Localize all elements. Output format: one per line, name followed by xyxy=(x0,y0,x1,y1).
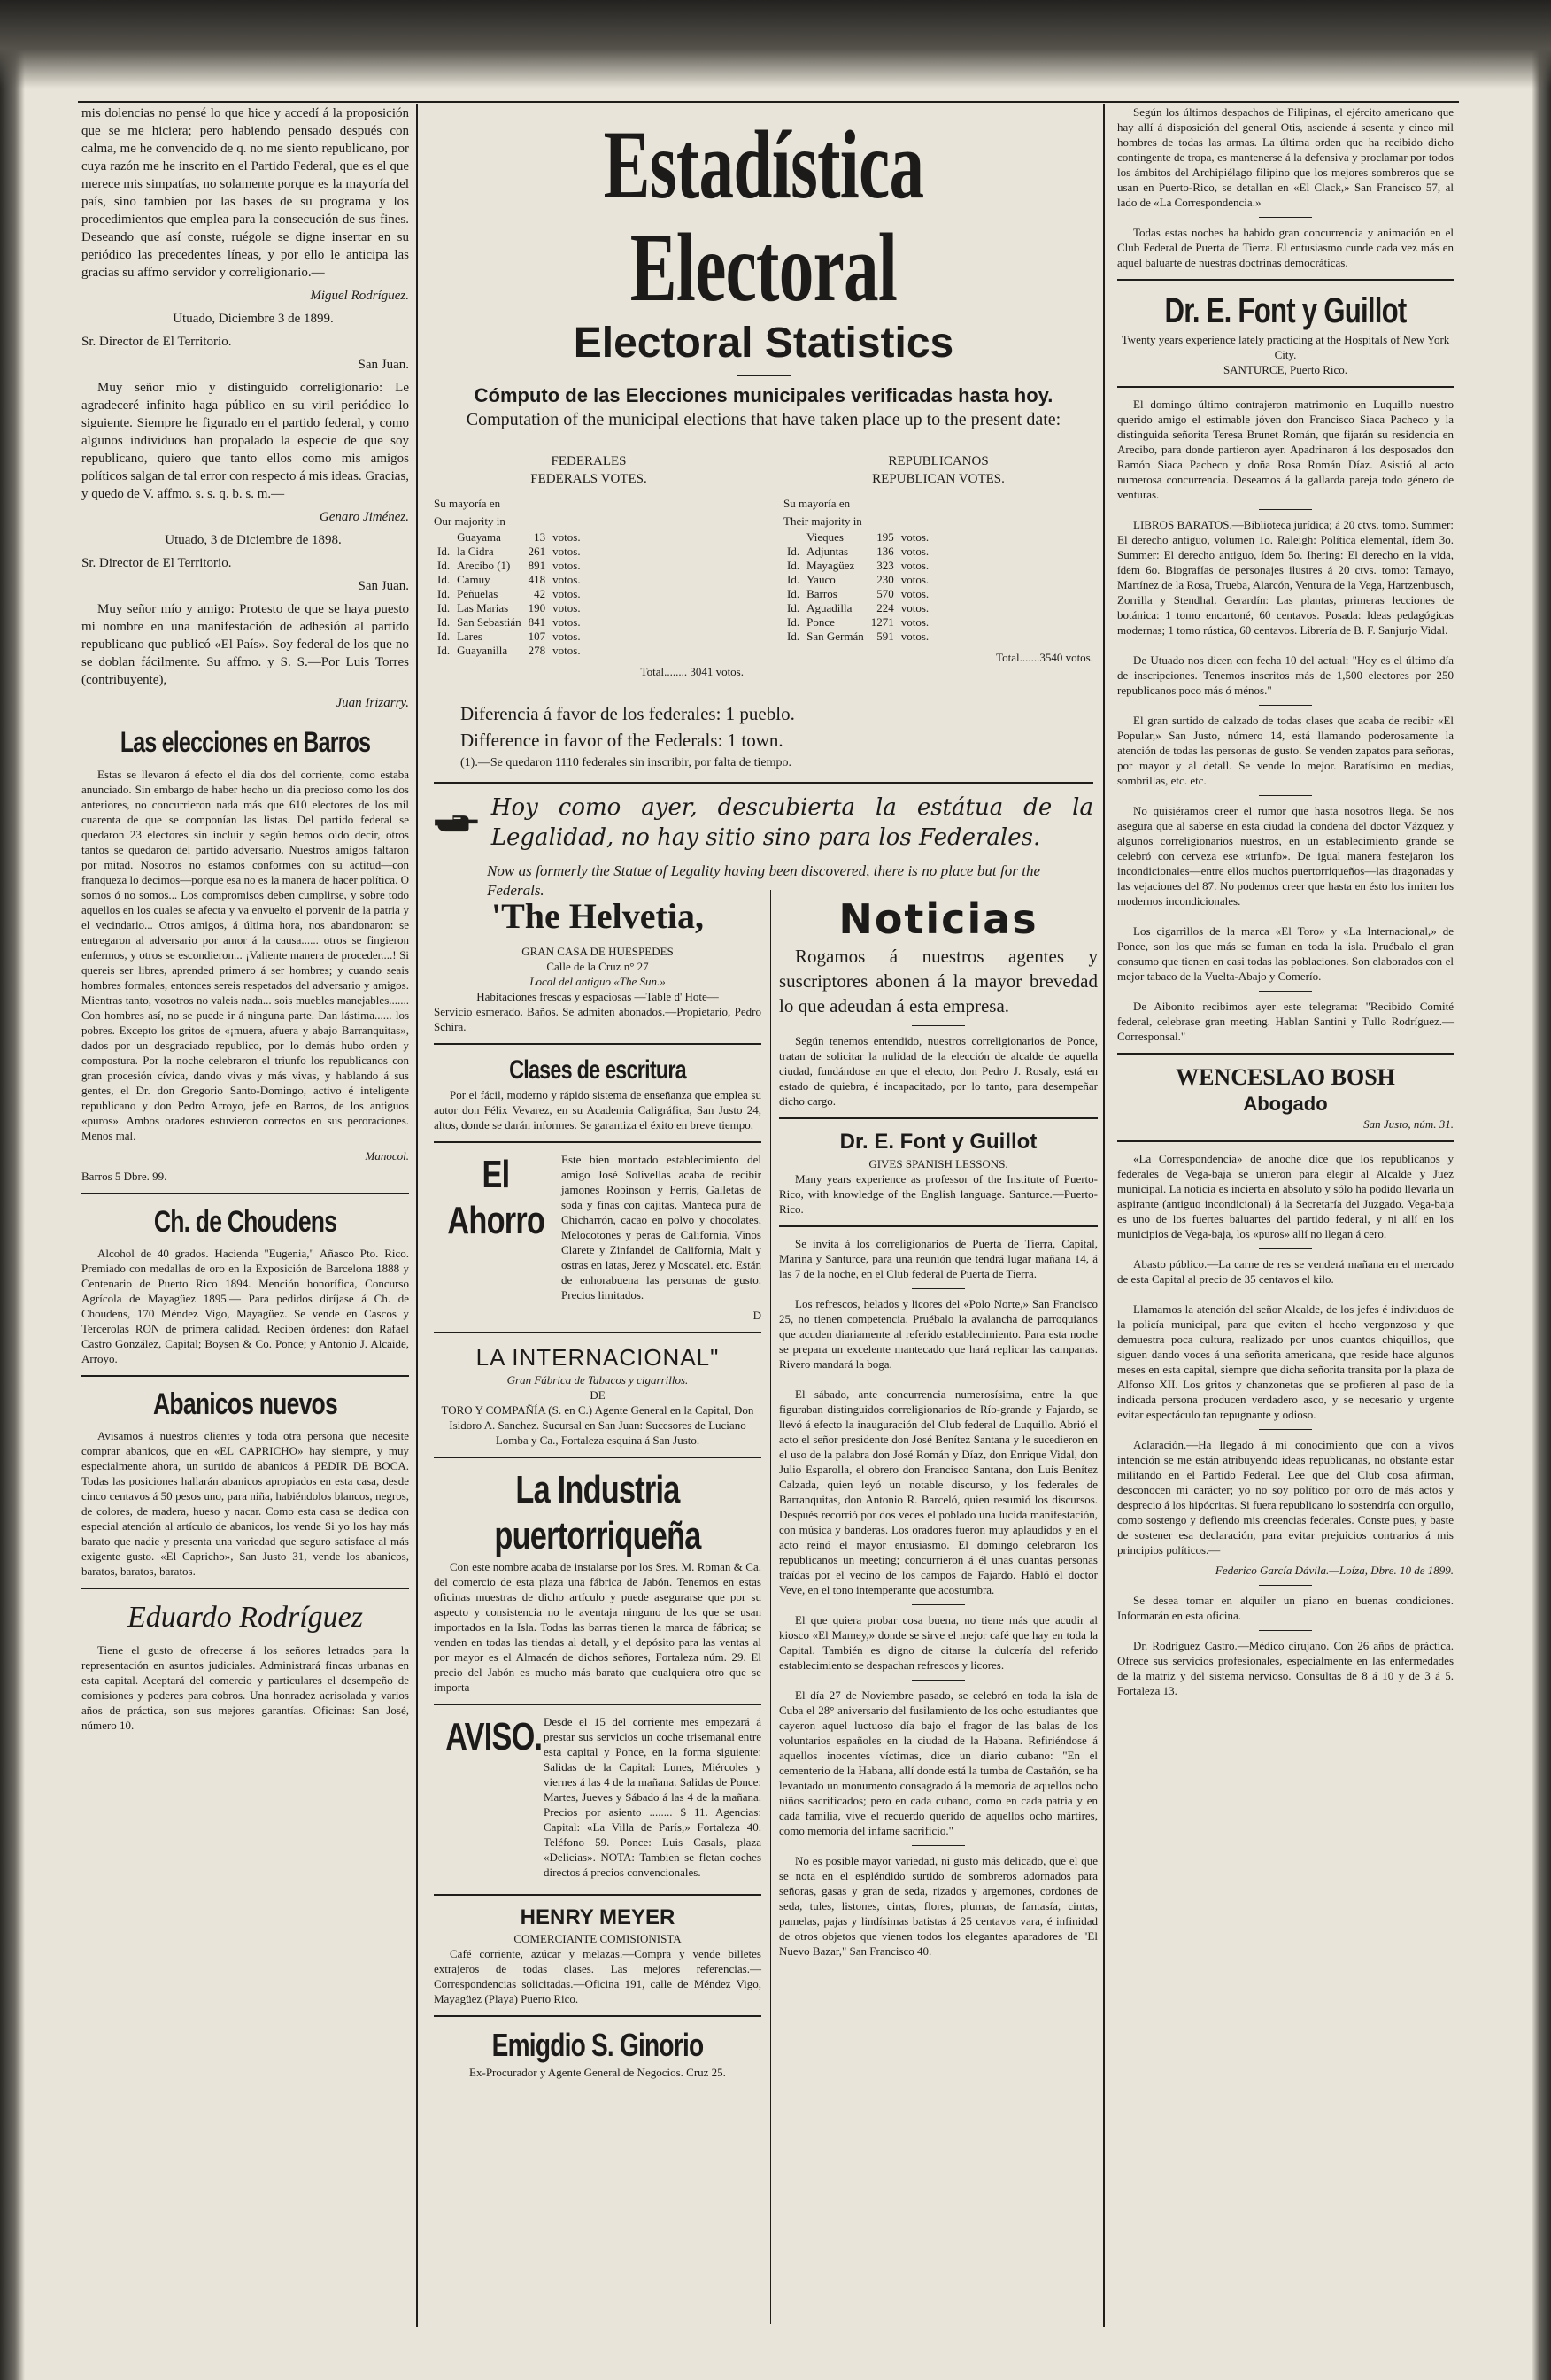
news-item: No es posible mayor variedad, ni gusto más delicado, que el que se nota en el espléndido surtido de sombreros adornados para señoras, gasas y gran de seda, rizados y argemones, cordones de seda, tules, listones, cintas, flores, plumas, de fantasía, cintas, pamelas, pajas y lindísimas batistas á 25 centavos vara, é infinidad de otros objetos que vienen todos los elegantes aparadores de "El Nuevo Bazar," San Francisco 40. xyxy=(779,1854,1098,1958)
column-center-right xyxy=(779,894,1098,1964)
letter-city: San Juan. xyxy=(358,579,409,593)
letter-recipient: Sr. Director de El Territorio. xyxy=(81,556,232,570)
row-lead: Id. xyxy=(787,615,800,629)
divider xyxy=(434,782,1093,784)
town-name: Adjuntas xyxy=(806,545,849,558)
divider xyxy=(434,1704,761,1705)
letter-signature: Miguel Rodríguez. xyxy=(310,289,409,303)
vote-count: 570 xyxy=(876,587,894,600)
divider xyxy=(1259,1585,1312,1586)
divider xyxy=(912,1288,965,1289)
vote-unit: votos. xyxy=(552,545,581,558)
table-head-en: REPUBLICAN VOTES. xyxy=(872,472,1005,486)
ad-title: Dr. E. Font y Guillot xyxy=(1164,291,1407,330)
ad-line: SANTURCE, Puerto Rico. xyxy=(1223,363,1348,376)
vote-row xyxy=(434,601,584,615)
table-head-en: FEDERALS VOTES. xyxy=(530,472,647,486)
divider xyxy=(81,1375,409,1377)
vote-count: 42 xyxy=(534,587,546,600)
column-right xyxy=(1117,104,1454,1704)
vote-count: 1271 xyxy=(870,615,894,629)
table-total: Total........ 3041 votos. xyxy=(640,665,744,678)
computation-heading: Cómputo de las Elecciones municipales verificadas hasta hoy. xyxy=(474,384,1053,406)
town-name: Lares xyxy=(457,630,482,643)
majority-label: Su mayoría en xyxy=(434,497,501,510)
republican-votes xyxy=(783,530,932,644)
article-body: Estas se llevaron á efecto el dia dos del corriente, como estaba anunciado. Sin embargo de haber hecho un dia precioso como los dos anteriores, no concurrieron nada más que 610 electores de los mil cuarenta de que se componían las listas. Del partido federal se quedaron 23 electores sin incluir y según hemos oido decir, otros tantos se quedaron del partido adversario. Nuestros amigos faltaron por mitad. Nosotros no estamos conformes con su actitud—con franqueza lo decimos—porque esa no es la manera de hacer política. O somos ó no somos... Los compromisos deben cumplirse, y sobre todo aquellos en los cuales se afecta y va envuelto el porvenir de la patria y el vecindario... Otros amigos, á última hora, nos abandonaron: se entregaron al adversario por amor á la causa...... otros se fingieron enfermos, y otros se escondieron... ¡Valiente manera de proceder....! Si quereis ser libres, aprended primero á ser hombres; y cuando seais hombres formales, entonces sereis respetados del adversario y amigos. Mientras tanto, vosotros no valeis nada... sois muebles manejables....... Con hombres así, no se puede ir á ninguna parte. Dan lástima...... los pobres. Excepto los gritos de «¡muera, afuera y abajo Barranquitas», dados por un desgraciado republico, por lo demás hubo orden y compostura. Por la noche celebraron el triunfo los republicanos con gran procesión cívica, dando vivas y más vivas, y hablando á sus gentes, el Dr. don Gregorio Santo-Domingo, activo é inteligente republicano y don Pedro Arroyo, jefe en Barros, de los antiguos «puros». Ambos oradores estuvieron correctos en sus peroraciones. Menos mal. xyxy=(81,768,409,1142)
row-lead xyxy=(783,530,803,545)
vote-row xyxy=(783,615,932,630)
ad-body: Alcohol de 40 grados. Hacienda "Eugenia," Añasco Pto. Rico. Premiado con medallas de oro en la Exposición de Barcelona 1888 y Centenario de Puerto Rico 1894. Mención honorífica, Concurso Agrícola de Mayagüez 1895.— Para pedidos diríjase á Ch. de Choudens, 170 Méndez Vigo, Mayagüez. Se vende en Cascos y Tercerolas RON de primera calidad. Reciben órdenes: don Rafael Castro González, Capital; Boysen & Co. Ponce; y Antonio J. Alcaide, Arroyo. xyxy=(81,1247,409,1365)
vote-unit: votos. xyxy=(552,630,581,643)
vote-unit: votos. xyxy=(552,644,581,657)
letter-date: Utuado, Diciembre 3 de 1899. xyxy=(173,312,334,326)
ad-title: Ch. de Choudens xyxy=(153,1205,337,1239)
row-lead: Id. xyxy=(437,587,451,600)
vote-unit: votos. xyxy=(900,615,930,629)
vote-row xyxy=(783,601,932,615)
ad-body: Por el fácil, moderno y rápido sistema de enseñanza que emplea su autor don Félix Vevarez, en su Academia Caligráfica, San Justo 24, altos, donde se darán informes. Se garantiza el éxito en breve tiempo. xyxy=(434,1088,761,1132)
letter-date: Utuado, 3 de Diciembre de 1898. xyxy=(165,533,342,547)
news-item: El día 27 de Noviembre pasado, se celebró en toda la isla de Cuba el 28° aniversario del fusilamiento de los ocho estudiantes que cayeron aquel luctuoso día bajo el fragor de las balas de los voluntarios españoles en la ciudad de la Habana. Refiriéndose á aquellos inocentes víctimas, dice un diario cubano: "En el cementerio de la Habana, allí donde está la tumba de Castañón, se ha levantado un monumento consagrado á la memoria de aquellos ocho niños sacrificados; pero en cada cubano, como en cada patria y en cada familia, vive el recuerdo querido de aquellos ocho mártires, como memoria del infame sacrificio." xyxy=(779,1688,1098,1837)
divider xyxy=(737,375,791,376)
vote-unit: votos. xyxy=(552,530,581,544)
divider xyxy=(912,1025,965,1026)
vote-count: 107 xyxy=(528,630,546,643)
vote-count: 190 xyxy=(528,601,546,614)
divider xyxy=(81,1193,409,1194)
town-name: Ponce xyxy=(806,615,835,629)
vote-count: 13 xyxy=(534,530,546,544)
vote-unit: votos. xyxy=(900,530,930,544)
row-lead: Id. xyxy=(787,587,800,600)
news-item: Según tenemos entendido, nuestros correligionarios de Ponce, tratan de solicitar la nulidad de la elección de alcalde de aquella ciudad, fundándose en que el electo, don Pedro J. Rosaly, está en estado de quiebra, é incapacitado, por lo tanto, para desempeñar dicho cargo. xyxy=(779,1034,1098,1108)
letter-signature: Juan Irizarry. xyxy=(336,696,409,710)
vote-count: 591 xyxy=(876,630,894,643)
town-name: Peñuelas xyxy=(457,587,498,600)
divider xyxy=(434,1332,761,1333)
vote-unit: votos. xyxy=(552,601,581,614)
news-item: De Utuado nos dicen con fecha 10 del actual: "Hoy es el último día de inscripciones. Tenemos inscritos más de 1,500 electores por 250 republicanos poco más ó ménos." xyxy=(1117,653,1454,697)
pointing-hand-icon xyxy=(434,803,479,842)
row-lead: Id. xyxy=(437,545,451,558)
vote-count: 278 xyxy=(528,644,546,657)
row-lead: Id. xyxy=(437,630,451,643)
vote-row xyxy=(783,545,932,559)
letter-recipient: Sr. Director de El Territorio. xyxy=(81,335,232,349)
divider xyxy=(1259,991,1312,992)
news-item: El gran surtido de calzado de todas clases que acaba de recibir «El Popular,» San Justo, número 14, está llamando poderosamente la atención de todas las personas de gusto. Se venden zapatos para señoras, por mayor y al detall. Se vende lo mejor. Baratísimo en medias, sombrillas, etc. etc. xyxy=(1117,714,1454,787)
vote-unit: votos. xyxy=(552,573,581,586)
ad-body: Avisamos á nuestros clientes y toda otra persona que necesite comprar abanicos, que en «EL CAPRICHO» hay siempre, y muy especialmente ahora, un surtido de abanicos á PEDIR DE BOCA. Todas las posiciones hallarán abanicos apropiados en esta casa, desde cinco centavos á 50 pesos uno, para niña, habiéndolos blancos, negros, de colores, de madera, hueso y nacar. Como esta casa se dedica con especial atención al artículo de abanicos, los vende Si yo los hay más barato que nadie y presenta una variedad que seguro satisface al más exigente gusto. «El Capricho», San Justo 31, vende los abanicos, baratos, baratos, baratos. xyxy=(81,1429,409,1578)
town-name: Barros xyxy=(806,587,837,600)
divider xyxy=(779,1117,1098,1119)
republican-table xyxy=(783,452,1093,681)
vote-row xyxy=(783,630,932,644)
divider xyxy=(1259,1630,1312,1631)
vote-count: 195 xyxy=(876,530,894,544)
vote-row xyxy=(434,630,584,644)
vote-count: 418 xyxy=(528,573,546,586)
column-center-top xyxy=(434,104,1093,899)
ad-title: Abanicos nuevos xyxy=(153,1387,337,1421)
divider xyxy=(912,1680,965,1681)
vote-row xyxy=(434,615,584,630)
ad-body: Many years experience as professor of the Institute of Puerto-Rico, with knowledge of the English language. Santurce.—Puerto-Rico. xyxy=(779,1172,1098,1216)
town-name: Aguadilla xyxy=(806,601,853,614)
news-item: Se invita á los correligionarios de Puerta de Tierra, Capital, Marina y Santurce, para una reunión que tendrá lugar mañana 14, á las 7 de la noche, en el Club federal de Puerta de Tierra. xyxy=(779,1237,1098,1280)
town-name: Yauco xyxy=(806,573,836,586)
ad-line: DE xyxy=(590,1388,606,1402)
news-item: De Aibonito recibimos ayer este telegrama: "Recibido Comité federal, celebrase gran meeting. Hablan Santini y Tullo Rodríguez.— Corresponsal." xyxy=(1117,1000,1454,1043)
aviso-ad xyxy=(434,1714,761,1885)
ad-line: Servicio esmerado. Baños. Se admiten abonados.—Propietario, Pedro Schira. xyxy=(434,1005,761,1033)
majority-label-en: Their majority in xyxy=(783,514,862,528)
divider xyxy=(779,1225,1098,1227)
ad-subtitle: COMERCIANTE COMISIONISTA xyxy=(513,1932,682,1945)
column-rule xyxy=(770,890,771,2324)
news-item: Los cigarrillos de la marca «El Toro» y «La Internacional,» de Ponce, son los que más se fuman en toda la isla. Pruébalo el gran consumo que tienen en casi todas las poblaciones. Son elaborados con el mejor tabaco de la Vuelta-Abajo y Comerío. xyxy=(1117,924,1454,983)
town-name: la Cidra xyxy=(457,545,494,558)
table-head: FEDERALES xyxy=(551,454,627,468)
divider xyxy=(1259,705,1312,706)
legality-text-en: Now as formerly the Statue of Legality having been discovered, there is no place but for the Federals. xyxy=(487,862,1040,899)
vote-row xyxy=(434,573,584,587)
news-item: LIBROS BARATOS.—Biblioteca jurídica; á 20 ctvs. tomo. Summer: El derecho antiguo, volumen 1o. Raleigh: Política elemental, ídem 3o. Summer: El derecho antiguo, ídem 5o. Ihering: El derecho en la vida, ídem 6o. Biografías de personajes ilustres á 20 ctvs. tomo: Tamayo, Martínez de la Rosa, Trueba, Alarcón, Ventura de la Vega, Hartzenbusch, Zorrilla y Stendhal. Gerardín: Las plantas, primeras lecciones de botánica: 1 tomo encartoné, 60 centavos. Posada: Ideas pedagógicas modernas; 1 tomo rústica, 60 centavos. Librería de B. F. Sanjurjo Vidal. xyxy=(1117,518,1454,637)
ad-line: Local del antiguo «The Sun.» xyxy=(529,975,666,988)
difference-en: Difference in favor of the Federals: 1 town. xyxy=(460,730,783,751)
vote-row xyxy=(434,587,584,601)
ad-body: Café corriente, azúcar y melazas.—Compra y vende billetes extrajeros de todas clases. Las mejores referencias.—Correspondencias solicitadas.—Oficina 191, calle de Méndez Vigo, Mayagüez (Playa) Puerto Rico. xyxy=(434,1947,761,2005)
vote-tables xyxy=(434,452,1093,681)
ad-body: Tiene el gusto de ofrecerse á los señores letrados para la representación en asuntos judiciales. Administrará fincas urbanas en esta capital. Aceptará del comercio y particulares el desempeño de comisiones y poderes para cobros. Una honradez acrisolada y varios años de práctica, son sus mejores garantías. Oficinas: San José, número 10. xyxy=(81,1643,409,1732)
divider xyxy=(1259,1429,1312,1430)
vote-count: 323 xyxy=(876,559,894,572)
row-lead: Id. xyxy=(787,545,800,558)
vote-row xyxy=(783,587,932,601)
town-name: Mayagüez xyxy=(806,559,855,572)
divider xyxy=(1117,1053,1454,1055)
column-center-left xyxy=(434,894,761,2085)
ad-subtitle: GIVES SPANISH LESSONS. xyxy=(868,1157,1008,1171)
ad-title: Emigdio S. Ginorio xyxy=(491,2027,704,2063)
vote-unit: votos. xyxy=(900,573,930,586)
ad-title: El Ahorro xyxy=(447,1153,545,1242)
news-item: Se desea tomar en alquiler un piano en buenas condiciones. Informarán en esta oficina. xyxy=(1117,1594,1454,1622)
scan-edge-top xyxy=(0,0,1551,89)
federal-table xyxy=(434,452,744,681)
ad-title: AVISO. xyxy=(445,1715,543,1758)
divider xyxy=(1259,509,1312,510)
vote-row xyxy=(434,530,584,545)
ahorro-ad xyxy=(434,1152,761,1308)
table-head: REPUBLICANOS xyxy=(888,454,989,468)
divider xyxy=(1117,279,1454,281)
news-signature: Federico García Dávila.—Loíza, Dbre. 10 de 1899. xyxy=(1215,1564,1454,1577)
divider xyxy=(434,2015,761,2017)
ad-title: WENCESLAO BOSH xyxy=(1176,1064,1395,1090)
vote-count: 841 xyxy=(528,615,546,629)
town-name: Vieques xyxy=(806,530,844,544)
vote-count: 224 xyxy=(876,601,894,614)
article-body: Con este nombre acaba de instalarse por los Sres. M. Roman & Ca. del comercio de esta plaza una fábrica de Jabón. Tenemos en estas oficinas muestras de dicho artículo y puede asegurarse que por su aspecto y consistencia no le aventaja ninguno de los que se usan importados en la Isla. Todas las barras tienen la marca de fábrica; se venden en todas las tiendas al detall, y el depósito para las ventas al por mayor es el Almacén de dichos señores, Fortaleza núm. 29. El precio del Jabón es mucho más barato que cualquiera otro que se importa xyxy=(434,1560,761,1694)
legality-text-es: Hoy como ayer, descubierta la estátua de la Legalidad, no hay sitio sino para los Federales. xyxy=(490,794,1093,851)
divider xyxy=(81,1588,409,1589)
vote-row xyxy=(783,573,932,587)
vote-unit: votos. xyxy=(900,630,930,643)
news-item: El que quiera probar cosa buena, no tiene más que acudir al kiosco «El Mamey,» donde se sirve el mejor café que hay en toda la Capital. También es digno de citarse la dulcería del referido establecimiento se despachan refrescos y licores. xyxy=(779,1613,1098,1672)
ad-title: HENRY MEYER xyxy=(520,1905,675,1929)
masthead-title: Estadística Electoral xyxy=(603,111,924,321)
majority-label: Su mayoría en xyxy=(783,497,851,510)
ad-title: LA INTERNACIONAL" xyxy=(475,1344,720,1371)
section-intro: Rogamos á nuestros agentes y suscriptores abonen á la mayor brevedad lo que adeudan á esta empresa. xyxy=(779,946,1098,1016)
town-name: Arecibo (1) xyxy=(457,559,511,572)
row-lead: Id. xyxy=(787,630,800,643)
letter-body: mis dolencias no pensé lo que hice y accedí á la proposición que se me hiciera; pero habiendo pensado después con calma, me he convencido de q. no me siento republicano, por cuya razón me he inscrito en el Partido Federal, que es el que merece mis simpatías, no solamente porque es la mayoría del país, sino tambien por las bases de su programa y los procedimientos que emplea para la consecución de sus fines. Deseando que así conste, ruégole se digne insertar en su periódico las precedentes líneas, y por ello le anticipa las gracias su affmo servidor y correligionario.— xyxy=(81,106,409,280)
ad-body: Desde el 15 del corriente mes empezará á prestar sus servicios un coche trisemanal entre esta capital y Ponce, en la forma siguiente: Salidas de la Capital: Lunes, Miércoles y viernes á las 4 de la mañana. Salidas de Ponce: Martes, Jueves y Sábado á las 4 de la mañana. Precios por asiento ........ $ 11. Agencias: Capital: «La Villa de París,» Fortaleza 40. Teléfono 59. Ponce: Luis Casals, plaza «Delicias». NOTA: Tambien se fletan coches directos á precios convencionales. xyxy=(544,1715,761,1879)
vote-count: 891 xyxy=(528,559,546,572)
row-lead: Id. xyxy=(437,644,451,657)
vote-count: 261 xyxy=(528,545,546,558)
town-name: Las Marias xyxy=(457,601,509,614)
ad-line: Habitaciones frescas y espaciosas —Table d' Hote— xyxy=(476,990,719,1003)
divider xyxy=(1259,1248,1312,1249)
ad-title: Eduardo Rodríguez xyxy=(127,1601,363,1634)
difference-es: Diferencia á favor de los federales: 1 pueblo. xyxy=(460,703,795,724)
news-item: No quisiéramos creer el rumor que hasta nosotros llega. Se nos asegura que al saberse en esta ciudad la condena del doctor Vázquez y algunos correligionarios nuestros, en un establecimiento grande se celebró con cerveza ese «triunfo». De igual manera festejaron los incondicionales—entre ellos muchos puertorriqueños—las dragonadas y las vejaciones del 87. No podemos creer que hasta en ésto los imiten los modernos incondicionales. xyxy=(1117,804,1454,908)
ad-title: La Industria puertorriqueña xyxy=(494,1468,701,1557)
article-dateline: Barros 5 Dbre. 99. xyxy=(81,1170,167,1183)
legality-notice xyxy=(434,792,1093,853)
vote-unit: votos. xyxy=(900,587,930,600)
article-signature: Manocol. xyxy=(365,1149,409,1163)
top-rule xyxy=(78,101,1459,103)
vote-row xyxy=(434,559,584,573)
divider xyxy=(912,1845,965,1846)
row-lead: Id. xyxy=(437,601,451,614)
row-lead: Id. xyxy=(787,601,800,614)
vote-count: 136 xyxy=(876,545,894,558)
row-lead: Id. xyxy=(787,573,800,586)
row-lead: Id. xyxy=(437,615,451,629)
vote-row xyxy=(434,545,584,559)
ad-body: Ex-Procurador y Agente General de Negocios. Cruz 25. xyxy=(469,2066,726,2079)
computation-heading-en: Computation of the municipal elections that have taken place up to the present date: xyxy=(466,410,1061,429)
divider xyxy=(434,1043,761,1045)
ad-subtitle: Gran Fábrica de Tabacos y cigarrillos. xyxy=(506,1373,689,1387)
vote-unit: votos. xyxy=(552,587,581,600)
divider xyxy=(1259,217,1312,218)
ad-subtitle: Twenty years experience lately practicing at the Hospitals of New York City. xyxy=(1121,333,1450,361)
letter-body: Muy señor mío y distinguido correligionario: Le agradeceré infinito haga público en su viril periódico lo siguiente. Siempre he figurado en el partido federal, y como algunos individuos han propalado la especie de que soy republicano, quiero que tanto ellos como mis amigos políticos salgan de tal error con respecto á mis ideas. Gracias, y quedo de V. affmo. s. s. q. b. s. m.— xyxy=(81,381,409,501)
masthead-subtitle: Electoral Statistics xyxy=(573,320,954,367)
article-title: Las elecciones en Barros xyxy=(120,726,371,758)
divider xyxy=(912,1604,965,1605)
town-name: Camuy xyxy=(457,573,490,586)
ad-body: Este bien montado establecimiento del amigo José Solivellas acaba de recibir jamones Robinson y Ferris, Galletas de soda y finas con cajitas, Manteca pura de Chicharrón, cacao en polvo y chocolates, Melocotones y peras de California, Vinos Clarete y Zinfandel de California, Malt y ostras en latas, Jerez y Moscatel. etc. Están de enhorabuena las personas de gusto. Precios limitados. xyxy=(561,1153,761,1302)
ad-title: 'The Helvetia, xyxy=(491,896,704,936)
news-item: Aclaración.—Ha llegado á mi conocimiento que con a vivos intención se me están atribuyendo ideas republicanas, no obstante estar militando en el Partido Federal. Lee que del Club cosa afirman, desconocen mi carácter; yo no soy político por otro de más actos y desprecio á los hipócritas. Si fuera republicano lo sostendría con orgullo, como sostengo y defiendo mis creencias federales. Conste pues, y baste de sostener esa declaración, para evitar prejuicios contrarios á mis principios políticos.— xyxy=(1117,1438,1454,1557)
scan-edge-right xyxy=(1532,0,1551,2380)
table-total: Total.......3540 votos. xyxy=(996,651,1093,664)
vote-count: 230 xyxy=(876,573,894,586)
news-item: Según los últimos despachos de Filipinas, el ejército americano que hay allí á disposición del general Otis, asciende á sesenta y cinco mil hombres de todas las armas. La última orden que ha recibido dicho contingente de tropa, es mantenerse á la defensiva y proclamar por todos los ámbitos del Archipiélago filipino que los mejores sombreros que se usan en Puerto-Rico, se detallan en «El Clack,» San Francisco 57, al lado de «La Correspondencia.» xyxy=(1117,105,1454,209)
row-lead: Id. xyxy=(437,559,451,572)
divider xyxy=(434,1457,761,1458)
divider xyxy=(1117,386,1454,388)
letter-signature: Genaro Jiménez. xyxy=(319,510,409,524)
ad-title: Dr. E. Font y Guillot xyxy=(839,1130,1038,1154)
divider xyxy=(434,1894,761,1896)
town-name: San Sebastián xyxy=(457,615,521,629)
vote-row xyxy=(783,530,932,545)
news-item: Abasto público.—La carne de res se venderá mañana en el mercado de esta Capital al precio de 35 centavos el kilo. xyxy=(1117,1257,1454,1286)
news-item: Los refrescos, helados y licores del «Polo Norte,» San Francisco 25, no tienen competencia. Pruébalo la avalancha de parroquianos que acuden diariamente al referido establecimiento. Para esta noche se prepara un excelente mantecado que hará replicar las campanas. Rivero mandará la boga. xyxy=(779,1297,1098,1371)
vote-unit: votos. xyxy=(900,545,930,558)
section-title: Noticias xyxy=(838,895,1038,943)
letter-body: Muy señor mío y amigo: Protesto de que se haya puesto mi nombre en una manifestación de adhesión al partido republicano que publicó «El País». Soy federal de los que no se doblan fácilmente. Su affmo. y S. S.—Por Luis Torres (contribuyente), xyxy=(81,602,409,687)
ad-mark: D xyxy=(752,1309,761,1322)
vote-unit: votos. xyxy=(900,559,930,572)
column-rule xyxy=(1103,104,1105,2327)
vote-unit: votos. xyxy=(552,615,581,629)
federal-votes xyxy=(434,530,584,658)
news-item: Llamamos la atención del señor Alcalde, de los jefes é individuos de la policía municipal, para que eviten el hecho vergonzoso y que demuestra poca cultura, realizado por unos cuantos chiquillos, que siguen dando voces á una señorita americana, que reside hace algunos meses en esta capital, siempre que dicha señorita transita por la plaza de Alfonso XII. Los gritos y chanzonetas que se profieren al paso de la indicada persona producen verdadero asco, y se necesario y urgente evitar espectáculo tan repugnante y odioso. xyxy=(1117,1302,1454,1421)
divider xyxy=(1259,795,1312,796)
ad-subtitle: Abogado xyxy=(1243,1093,1328,1115)
news-item: Todas estas noches ha habido gran concurrencia y animación en el Club Federal de Puerta de Tierra. El entusiasmo cunde cada vez más en aquel baluarte de nuestras doctrinas democráticas. xyxy=(1117,226,1454,269)
ad-line: San Justo, núm. 31. xyxy=(1363,1117,1454,1131)
vote-row xyxy=(434,644,584,658)
news-item: «La Correspondencia» de anoche dice que los republicanos y federales de Vega-baja se unieron para elegir al Alcalde y Juez municipal. La noticia es incierta en absoluto y sólo ha podido llevarla un aspirante (antiguo incondicional) á la Secretaría del Juzgado. Vega-baja es uno de los fuertes baluartes del partido federal, y ni allí en los municipios de Vega-baja, los «puros» allí no llegan á cero. xyxy=(1117,1152,1454,1240)
town-name: Guayama xyxy=(457,530,501,544)
divider xyxy=(434,1141,761,1143)
ad-line: Calle de la Cruz n° 27 xyxy=(546,960,649,973)
scan-edge-left xyxy=(0,0,25,2380)
column-left xyxy=(81,104,409,1738)
ad-title: Clases de escritura xyxy=(509,1055,686,1085)
ad-subtitle: GRAN CASA DE HUESPEDES xyxy=(521,945,674,958)
news-item: El domingo último contrajeron matrimonio en Luquillo nuestro querido amigo el estimable jóven don Francisco Siaca Pacheco y la distinguida señorita Teresa Brunet Román, que fijarán su residencia en Arecibo, para donde partieron ayer. Apadrinaron á los desposados don Ramón Siaca Pacheco y doña Rosa Román Díaz. Asistió al acto numerosa concurrencia. Deseamos á la gallarda pareja todo género de venturas. xyxy=(1117,398,1454,501)
footnote: (1).—Se quedaron 1110 federales sin inscribir, por falta de tiempo. xyxy=(460,756,791,769)
letter-city: San Juan. xyxy=(358,358,409,372)
vote-row xyxy=(783,559,932,573)
news-item: Dr. Rodríguez Castro.—Médico cirujano. Con 26 años de práctica. Ofrece sus servicios profesionales, especialmente en las enfermedades de la matriz y del sistema nervioso. Consultas de 8 á 10 y de 3 á 5. Fortaleza 13. xyxy=(1117,1639,1454,1697)
town-name: Guayanilla xyxy=(457,644,508,657)
majority-label-en: Our majority in xyxy=(434,514,505,528)
row-lead: Id. xyxy=(437,573,451,586)
town-name: San Germán xyxy=(806,630,864,643)
news-item: El sábado, ante concurrencia numerosísima, entre la que figuraban distinguidos correligionarios de Río-grande y Fajardo, se llevó á efecto la inauguración del Club federal de Luquillo. Abrió el acto el señor presidente don José Benítez Santana y le sucedieron en el uso de la palabra don José Román y Díaz, don Enrique Vidal, don Julio Esparolla, el obrero don Francisco Santana, don Luis Benítez Calzada, quien leyó un notable discurso, y los federales de Barranquitas, don Antonio R. Barceló, quien resumió los discursos. Después recorrió por dos veces el poblado una lucida manifestación, con música y banderas. Los oradores fueron muy aplaudidos y en el acto reinó el mayor entusiasmo. El domingo celebraron los republicanos un meeting; concurrieron á él unas cuantas personas traídas por el vecino de los campos de Fajardo. Habló el doctor Veve, en el tono intemperante que acostumbra. xyxy=(779,1387,1098,1596)
ad-body: TORO Y COMPAÑÍA (S. en C.) Agente General en la Capital, Don Isidoro A. Sanchez. Sucursal en San Juan: Sucesores de Luciano Lomba y Ca., Fortaleza esquina á San Justo. xyxy=(441,1403,754,1447)
divider xyxy=(1117,1140,1454,1142)
row-lead: Id. xyxy=(787,559,800,572)
vote-unit: votos. xyxy=(900,601,930,614)
row-lead xyxy=(434,530,453,545)
vote-unit: votos. xyxy=(552,559,581,572)
column-rule xyxy=(416,104,418,2327)
